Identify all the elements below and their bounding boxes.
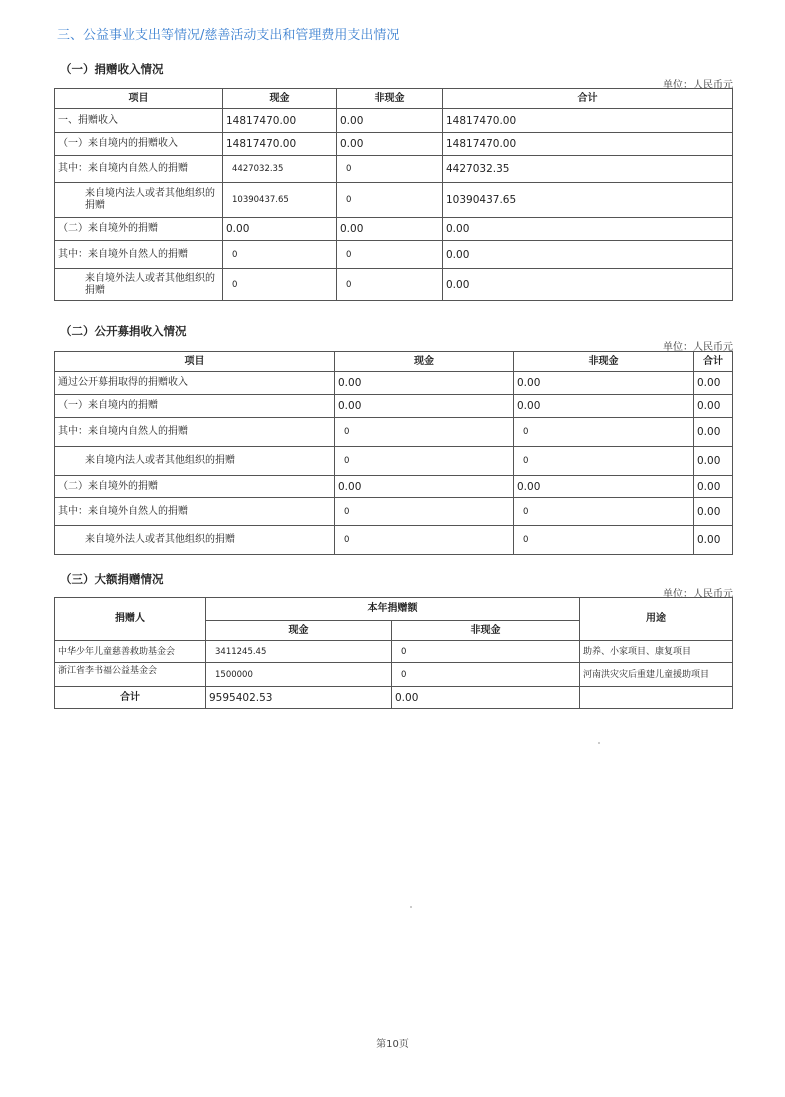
table-row <box>55 241 733 269</box>
table-row <box>55 476 733 498</box>
section1-title: （一）捐赠收入情况 <box>60 62 164 76</box>
cash-cell: 0 <box>223 241 337 269</box>
total-cell: 14817470.00 <box>443 133 733 156</box>
noncash-cell: 0 <box>514 498 694 526</box>
table-row <box>55 418 733 447</box>
cash-cell: 0 <box>223 269 337 301</box>
header-cash: 现金 <box>335 352 514 372</box>
cash-cell: 0.00 <box>335 395 514 418</box>
noncash-cell: 0.00 <box>514 476 694 498</box>
table-row <box>55 526 733 555</box>
header-total: 合计 <box>443 89 733 109</box>
total-cell: 0.00 <box>694 372 733 395</box>
noncash-cell: 0 <box>514 447 694 476</box>
large-donations-table <box>54 597 733 709</box>
total-label: 合计 <box>55 687 206 709</box>
total-noncash: 0.00 <box>392 687 580 709</box>
donation-income-table <box>54 88 733 301</box>
table-row <box>55 641 733 663</box>
table-row <box>55 218 733 241</box>
total-cell: 0.00 <box>694 476 733 498</box>
table-row <box>55 156 733 183</box>
noncash-cell: 0.00 <box>514 395 694 418</box>
header-noncash: 非现金 <box>337 89 443 109</box>
noncash-cell: 0 <box>337 241 443 269</box>
total-cell: 0.00 <box>694 395 733 418</box>
section2-unit: 单位：人民币元 <box>663 342 733 353</box>
noncash-cell: 0.00 <box>337 133 443 156</box>
row-label: （二）来自境外的捐赠 <box>55 476 335 498</box>
table-row <box>55 395 733 418</box>
row-label: 一、捐赠收入 <box>55 109 223 133</box>
cash-cell: 14817470.00 <box>223 109 337 133</box>
table-row <box>55 109 733 133</box>
total-cell: 0.00 <box>443 218 733 241</box>
table-row <box>55 447 733 476</box>
row-label: 其中：来自境内自然人的捐赠 <box>55 156 223 183</box>
noncash-cell: 0.00 <box>337 109 443 133</box>
section1-unit: 单位：人民币元 <box>663 80 733 91</box>
noncash-cell: 0 <box>337 156 443 183</box>
donor-name: 浙江省李书福公益基金会 <box>55 663 206 687</box>
table-header-row <box>55 352 733 372</box>
header-item: 项目 <box>55 352 335 372</box>
page-number: 第10页 <box>376 1039 409 1050</box>
cash-cell: 3411245.45 <box>206 641 392 663</box>
noncash-cell: 0 <box>514 418 694 447</box>
row-label: （二）来自境外的捐赠 <box>55 218 223 241</box>
table-row <box>55 498 733 526</box>
header-amount: 本年捐赠额 <box>206 598 580 621</box>
total-cell: 14817470.00 <box>443 109 733 133</box>
table-total-row <box>55 687 733 709</box>
table-row <box>55 133 733 156</box>
noncash-cell: 0 <box>337 269 443 301</box>
row-label: （一）来自境内的捐赠 <box>55 395 335 418</box>
total-cell: 0.00 <box>694 526 733 555</box>
total-cell: 0.00 <box>694 418 733 447</box>
total-cell: 0.00 <box>694 498 733 526</box>
header-total: 合计 <box>694 352 733 372</box>
noncash-cell: 0.00 <box>337 218 443 241</box>
row-label: 来自境内法人或者其他组织的捐赠 <box>55 447 335 476</box>
total-cell: 10390437.65 <box>443 183 733 218</box>
row-label: 其中：来自境外自然人的捐赠 <box>55 498 335 526</box>
table-row <box>55 372 733 395</box>
table-header-row <box>55 598 733 621</box>
header-noncash: 非现金 <box>514 352 694 372</box>
row-label: 通过公开募捐取得的捐赠收入 <box>55 372 335 395</box>
row-label: （一）来自境内的捐赠收入 <box>55 133 223 156</box>
table-row <box>55 269 733 301</box>
cash-cell: 14817470.00 <box>223 133 337 156</box>
noncash-cell: 0 <box>392 663 580 687</box>
cash-cell: 0.00 <box>335 476 514 498</box>
donor-name: 中华少年儿童慈善救助基金会 <box>55 641 206 663</box>
table-row <box>55 183 733 218</box>
cash-cell: 0.00 <box>335 372 514 395</box>
section3-title: （三）大额捐赠情况 <box>60 572 164 586</box>
noncash-cell: 0 <box>337 183 443 218</box>
table-header-row <box>55 89 733 109</box>
total-cash: 9595402.53 <box>206 687 392 709</box>
total-cell: 0.00 <box>443 241 733 269</box>
header-purpose: 用途 <box>580 598 733 641</box>
cash-cell: 0 <box>335 447 514 476</box>
noncash-cell: 0 <box>392 641 580 663</box>
public-fundraising-table <box>54 351 733 555</box>
cash-cell: 4427032.35 <box>223 156 337 183</box>
cash-cell: 0 <box>335 526 514 555</box>
noncash-cell: 0.00 <box>514 372 694 395</box>
section2-title: （二）公开募捐收入情况 <box>60 324 187 338</box>
header-item: 项目 <box>55 89 223 109</box>
header-cash: 现金 <box>223 89 337 109</box>
noncash-cell: 0 <box>514 526 694 555</box>
cash-cell: 10390437.65 <box>223 183 337 218</box>
total-cell: 0.00 <box>443 269 733 301</box>
cash-cell: 0 <box>335 498 514 526</box>
purpose-cell: 河南洪灾灾后重建儿童援助项目 <box>580 663 733 687</box>
cash-cell: 0 <box>335 418 514 447</box>
row-label: 来自境外法人或者其他组织的捐赠 <box>55 526 335 555</box>
scan-speck <box>598 742 600 744</box>
cash-cell: 1500000 <box>206 663 392 687</box>
scan-speck <box>410 906 412 908</box>
row-label: 来自境内法人或者其他组织的捐赠 <box>55 183 223 218</box>
header-cash: 现金 <box>206 621 392 641</box>
header-noncash: 非现金 <box>392 621 580 641</box>
total-cell: 4427032.35 <box>443 156 733 183</box>
total-purpose <box>580 687 733 709</box>
header-donor: 捐赠人 <box>55 598 206 641</box>
row-label: 其中：来自境内自然人的捐赠 <box>55 418 335 447</box>
row-label: 其中：来自境外自然人的捐赠 <box>55 241 223 269</box>
purpose-cell: 助养、小家项目、康复项目 <box>580 641 733 663</box>
page-heading: 三、公益事业支出等情况/慈善活动支出和管理费用支出情况 <box>57 28 400 43</box>
total-cell: 0.00 <box>694 447 733 476</box>
section3-unit: 单位：人民币元 <box>663 589 733 600</box>
row-label: 来自境外法人或者其他组织的捐赠 <box>55 269 223 301</box>
cash-cell: 0.00 <box>223 218 337 241</box>
table-row <box>55 663 733 687</box>
